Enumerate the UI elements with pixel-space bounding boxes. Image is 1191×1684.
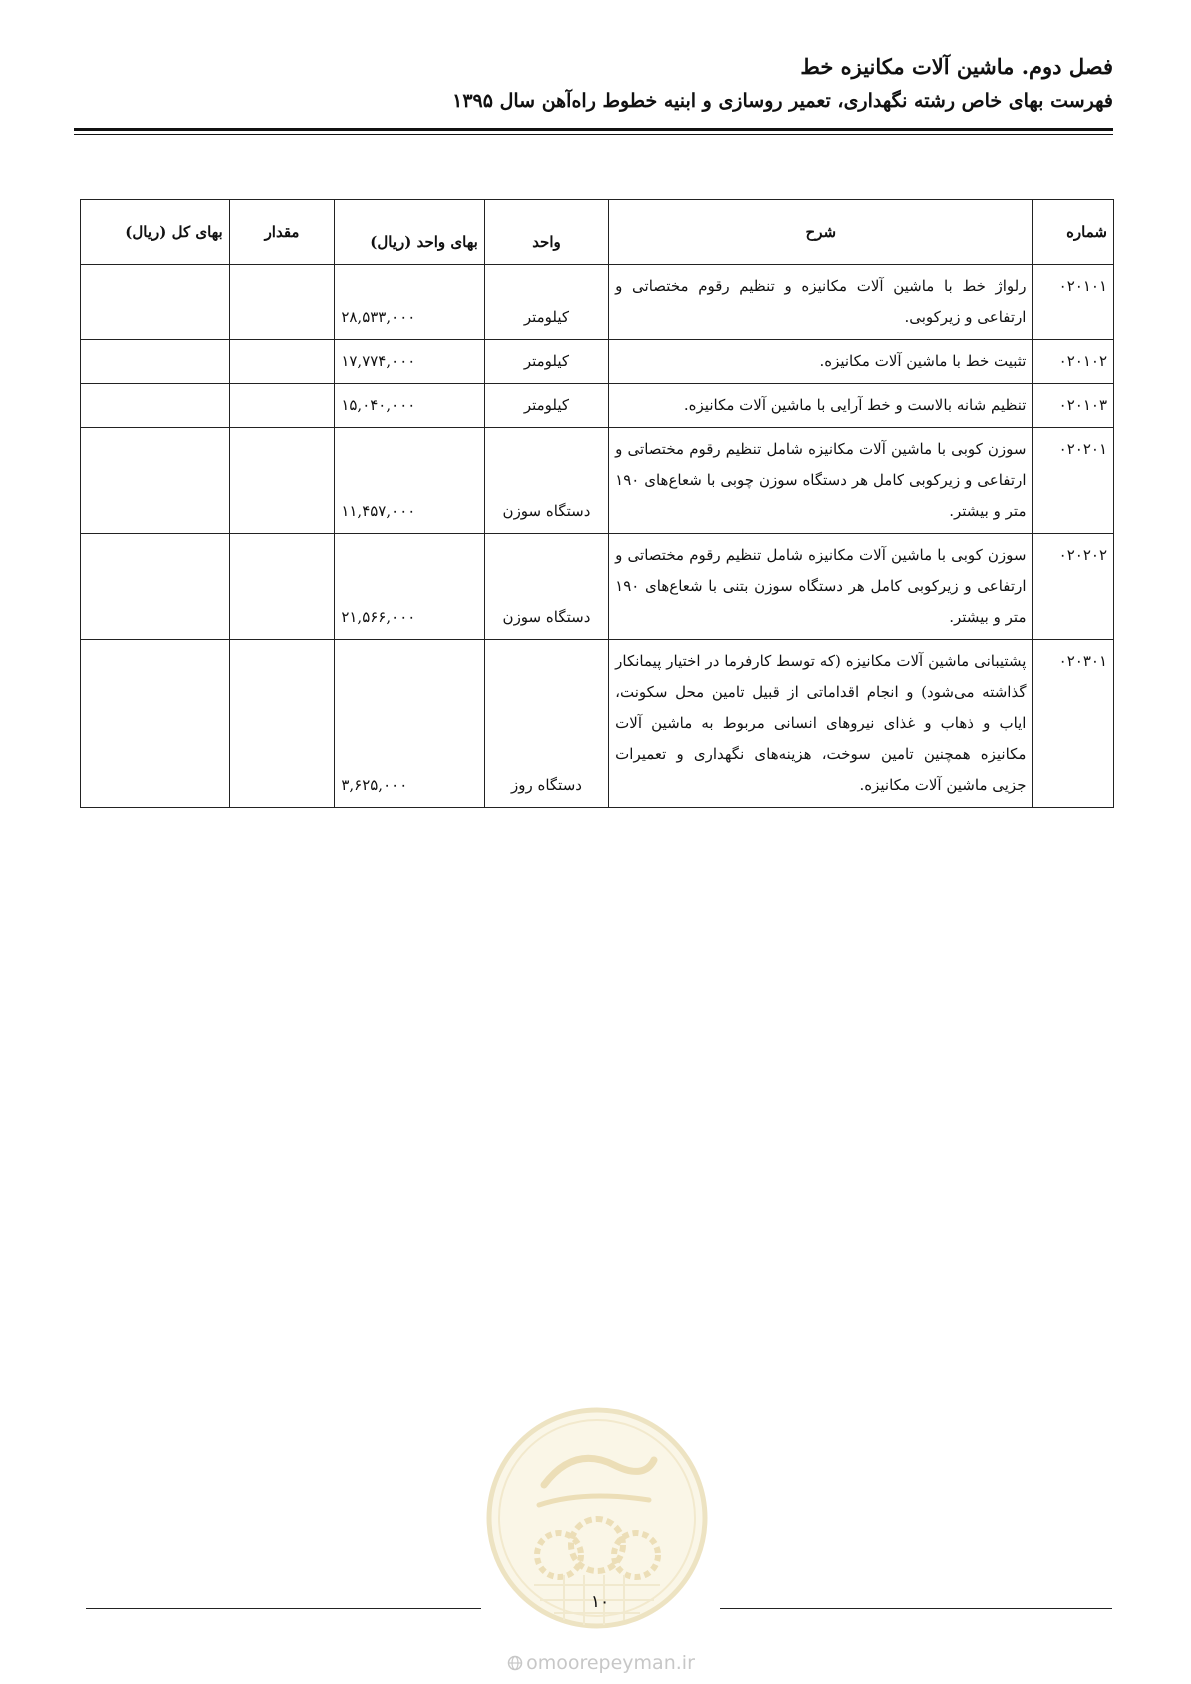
item-unit: کیلومتر — [484, 265, 608, 340]
item-unit-price: ۱۵,۰۴۰,۰۰۰ — [335, 384, 484, 428]
item-unit-price: ۳,۶۲۵,۰۰۰ — [335, 640, 484, 808]
item-unit: دستگاه سوزن — [484, 428, 608, 534]
table-row — [81, 640, 1114, 808]
table-row — [81, 340, 1114, 384]
header-quantity: مقدار — [229, 200, 335, 265]
chapter-title: فصل دوم. ماشین آلات مکانیزه خط — [800, 54, 1113, 79]
item-total-price — [81, 640, 230, 808]
footer-rule-right — [720, 1608, 1112, 1609]
header-number: شماره — [1033, 200, 1114, 265]
item-quantity — [229, 640, 335, 808]
page-header — [73, 52, 1113, 116]
table-row — [81, 265, 1114, 340]
table-header-row — [81, 200, 1114, 265]
item-description: تثبیت خط با ماشین آلات مکانیزه. — [609, 340, 1033, 384]
item-quantity — [229, 384, 335, 428]
header-unit-price: بهای واحد (ریال) — [335, 200, 484, 265]
item-number: ۰۲۰۲۰۲ — [1033, 534, 1114, 640]
table-row — [81, 534, 1114, 640]
footer-rule-left — [86, 1608, 481, 1609]
table-row — [81, 428, 1114, 534]
item-description: پشتیبانی ماشین آلات مکانیزه (که توسط کارفرما در اختیار پیمانکار گذاشته می‌شود) و انجام اقداماتی از قبیل تامین محل سکونت، ایاب و ذهاب و غذای نیروهای انسانی مربوط به ماشین آلات مکانیزه همچنین تامین سوخت، هزینه‌های نگهداری و تعمیرات جزیی ماشین آلات مکانیزه. — [609, 640, 1033, 808]
item-unit-price: ۲۱,۵۶۶,۰۰۰ — [335, 534, 484, 640]
header-unit: واحد — [484, 200, 608, 265]
page-number: ۱۰ — [590, 1592, 610, 1612]
item-number: ۰۲۰۱۰۲ — [1033, 340, 1114, 384]
item-number: ۰۲۰۱۰۳ — [1033, 384, 1114, 428]
item-total-price — [81, 534, 230, 640]
header-description: شرح — [609, 200, 1033, 265]
item-unit-price: ۱۷,۷۷۴,۰۰۰ — [335, 340, 484, 384]
item-quantity — [229, 265, 335, 340]
item-number: ۰۲۰۳۰۱ — [1033, 640, 1114, 808]
item-unit: کیلومتر — [484, 340, 608, 384]
price-table — [80, 199, 1114, 808]
item-description: رلواژ خط با ماشین آلات مکانیزه و تنظیم رقوم مختصاتی و ارتفاعی و زیرکوبی. — [609, 265, 1033, 340]
item-quantity — [229, 340, 335, 384]
item-description: سوزن کوبی با ماشین آلات مکانیزه شامل تنظیم رقوم مختصاتی و ارتفاعی و زیرکوبی کامل هر دستگاه سوزن بتنی با شعاع‌های ۱۹۰ متر و بیشتر. — [609, 534, 1033, 640]
item-quantity — [229, 534, 335, 640]
item-description: تنظیم شانه بالاست و خط آرایی با ماشین آلات مکانیزه. — [609, 384, 1033, 428]
item-total-price — [81, 340, 230, 384]
item-unit: دستگاه روز — [484, 640, 608, 808]
table-row — [81, 384, 1114, 428]
item-number: ۰۲۰۱۰۱ — [1033, 265, 1114, 340]
item-total-price — [81, 265, 230, 340]
item-total-price — [81, 384, 230, 428]
item-unit-price: ۱۱,۴۵۷,۰۰۰ — [335, 428, 484, 534]
globe-icon — [507, 1654, 523, 1670]
item-unit: کیلومتر — [484, 384, 608, 428]
header-total-price: بهای کل (ریال) — [81, 200, 230, 265]
item-unit-price: ۲۸,۵۳۳,۰۰۰ — [335, 265, 484, 340]
watermark-url-text: omoorepeyman.ir — [526, 1652, 695, 1674]
item-description: سوزن کوبی با ماشین آلات مکانیزه شامل تنظیم رقوم مختصاتی و ارتفاعی و زیرکوبی کامل هر دستگاه سوزن چوبی با شعاع‌های ۱۹۰ متر و بیشتر. — [609, 428, 1033, 534]
header-rule-thick — [74, 128, 1113, 131]
watermark-url — [496, 1652, 706, 1674]
header-rule-thin — [74, 134, 1113, 135]
document-subtitle: فهرست بهای خاص رشته نگهداری، تعمیر روسازی و ابنیه خطوط راه‌آهن سال ۱۳۹۵ — [452, 90, 1113, 112]
item-total-price — [81, 428, 230, 534]
item-quantity — [229, 428, 335, 534]
item-unit: دستگاه سوزن — [484, 534, 608, 640]
item-number: ۰۲۰۲۰۱ — [1033, 428, 1114, 534]
